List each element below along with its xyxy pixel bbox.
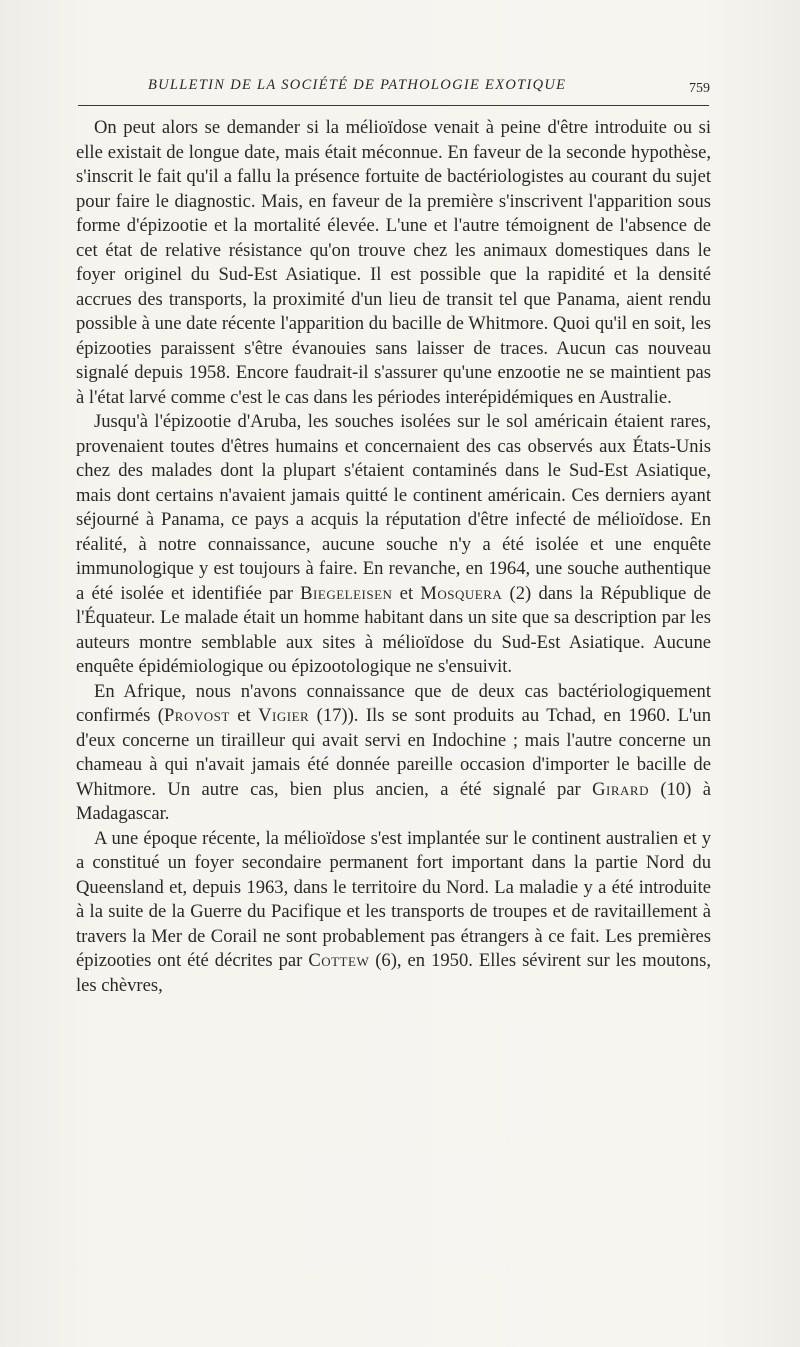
paragraph-text: et: [392, 582, 421, 604]
body-text: [76, 116, 711, 998]
paragraph-text: et: [229, 705, 259, 726]
paragraph-text: (2) dans la République de l'Équateur. Le malade était un homme habitant dans un site que sa description par les auteurs montre semblable aux sites à mélioïdose du Sud-Est Asiatique. Aucune enquête épidémiologique ou épizootologique ne s'ensuivit.: [76, 582, 711, 677]
author-name: Girard: [592, 778, 649, 800]
page-number: 759: [689, 81, 710, 96]
page-header: [148, 77, 708, 99]
paragraph-4: [76, 827, 711, 999]
header-rule: [78, 105, 709, 106]
paragraph-text: En Afrique, nous n'avons connaissance que de deux cas bactériologiquement confirmés (: [76, 680, 711, 726]
paragraph-text: (10) à Madagascar.: [76, 778, 711, 824]
author-name: Vigier: [258, 705, 310, 726]
running-title: BULLETIN DE LA SOCIÉTÉ DE PATHOLOGIE EXOTIQUE: [148, 77, 567, 93]
paragraph-text: (6), en 1950. Elles sévirent sur les moutons, les chèvres,: [76, 950, 711, 996]
paragraph-2: [76, 410, 711, 680]
author-name: Biegeleisen: [300, 582, 393, 604]
paragraph-text: Jusqu'à l'épizootie d'Aruba, les souches isolées sur le sol américain étaient rares, provenaient toutes d'êtres humains et concernaient des cas observés aux États-Unis chez des malades dont la plupart s'étaient contaminés dans le Sud-Est Asiatique, mais dont certains n'avaient jamais quitté le continent américain. Ces derniers ayant séjourné à Panama, ce pays a acquis la réputation d'être infecté de mélioïdose. En réalité, à notre connaissance, aucune souche n'y a été isolée et une enquête immunologique y est toujours à faire. En revanche, en 1964, une souche authentique a été isolée et identifiée par: [76, 411, 711, 604]
paragraph-text: A une époque récente, la mélioïdose s'est implantée sur le continent australien et y a constitué un foyer secondaire permanent fort important dans la partie Nord du Queensland et, depuis 1963, dans le territoire du Nord. La maladie y a été introduite à la suite de la Guerre du Pacifique et les transports de troupes et de ravitaillement à travers la Mer de Corail ne sont probablement pas étrangers à ce fait. Les premières épizooties ont été décrites par: [76, 827, 711, 971]
author-name: Provost: [163, 705, 230, 726]
author-name: Mosquera: [420, 582, 503, 604]
paragraph-text: (17)). Ils se sont produits au Tchad, en 1960. L'un d'eux concerne un tirailleur qui avait servi en Indochine ; mais l'autre concerne un chameau à qui n'avait jamais été donnée pareille occasion d'importer le bacille de Whitmore. Un autre cas, bien plus ancien, a été signalé par: [76, 705, 711, 800]
paragraph-3: [76, 680, 711, 827]
paragraph-1: [76, 116, 711, 410]
paragraph-text: On peut alors se demander si la mélioïdose venait à peine d'être introduite ou si elle existait de longue date, mais était méconnue. En faveur de la seconde hypothèse, s'inscrit le fait qu'il a fallu la présence fortuite de bactériologistes au courant du sujet pour faire le diagnostic. Mais, en faveur de la première s'inscrivent l'apparition sous forme d'épizootie et la mortalité élevée. L'une et l'autre témoignent de l'absence de cet état de relative résistance qu'on trouve chez les animaux domestiques dans le foyer originel du Sud-Est Asiatique. Il est possible que la rapidité et la densité accrues des transports, la proximité d'un lieu de transit tel que Panama, aient rendu possible à une date récente l'apparition du bacille de Whitmore. Quoi qu'il en soit, les épizooties paraissent s'être évanouies sans laisser de traces. Aucun cas nouveau signalé depuis 1958. Encore faudrait-il s'assurer qu'une enzootie ne se maintient pas à l'état larvé comme c'est le cas dans les périodes interépidémiques en Australie.: [76, 117, 711, 408]
author-name: Cottew: [308, 950, 370, 971]
